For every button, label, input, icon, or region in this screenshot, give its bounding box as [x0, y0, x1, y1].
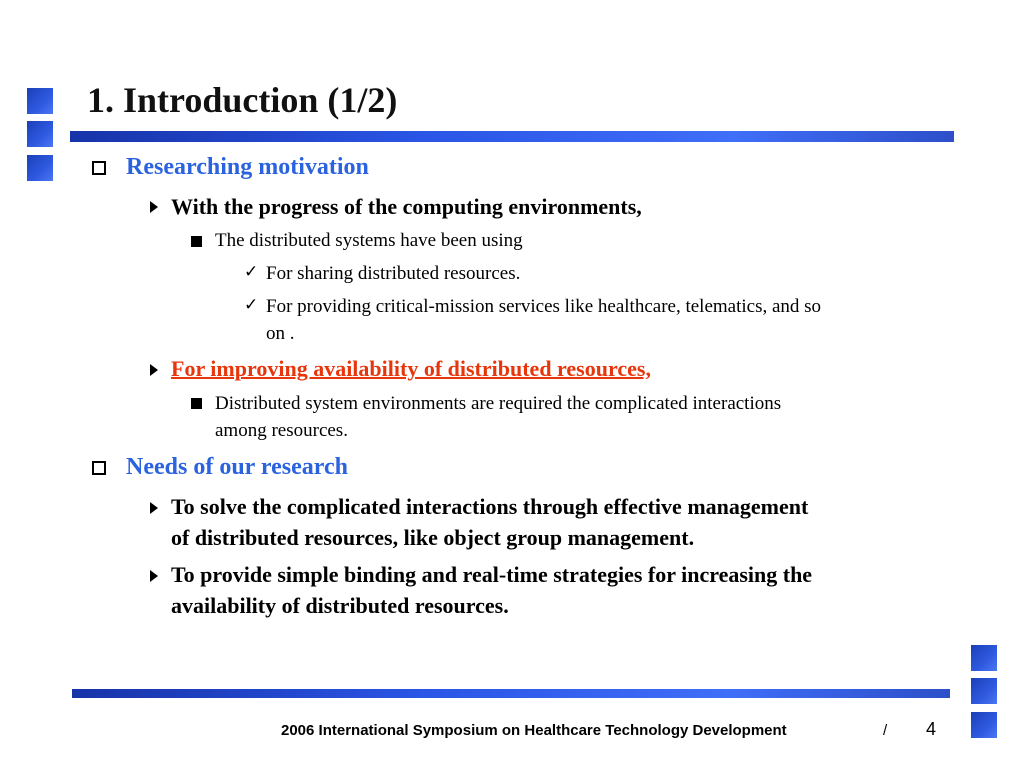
deco-square-bottom-2 [971, 678, 997, 704]
sub-bullet-environments-line2: among resources. [215, 420, 348, 441]
bullet-solve-line2: of distributed resources, like object group management. [171, 525, 695, 550]
checkbox-bullet-icon [92, 461, 106, 475]
arrow-bullet-icon [150, 201, 158, 213]
section-heading-needs: Needs of our research [126, 454, 348, 480]
bullet-solve-line1: To solve the complicated interactions through effective management [171, 494, 809, 519]
deco-square-bottom-1 [971, 645, 997, 671]
check-icon: ✓ [244, 262, 259, 281]
section-heading-motivation: Researching motivation [126, 154, 369, 180]
square-bullet-icon [191, 236, 202, 247]
deco-square-top-3 [27, 155, 53, 181]
bullet-progress: With the progress of the computing environments, [171, 194, 642, 219]
check-icon: ✓ [244, 295, 259, 314]
title-underline-bar [70, 131, 954, 142]
page-number: 4 [926, 719, 937, 739]
deco-square-bottom-3 [971, 712, 997, 738]
check-item-sharing: For sharing distributed resources. [266, 263, 521, 284]
deco-square-top-1 [27, 88, 53, 114]
deco-square-top-2 [27, 121, 53, 147]
arrow-bullet-icon [150, 502, 158, 514]
square-bullet-icon [191, 398, 202, 409]
bullet-binding-line1: To provide simple binding and real-time strategies for increasing the [171, 562, 813, 587]
arrow-bullet-icon [150, 570, 158, 582]
bullet-availability-highlight: For improving availability of distributed resources, [171, 356, 651, 381]
arrow-bullet-icon [150, 364, 158, 376]
sub-bullet-environments-line1: Distributed system environments are required the complicated interactions [215, 393, 782, 414]
sub-bullet-distributed-systems: The distributed systems have been using [215, 230, 523, 251]
footer-bar [72, 689, 950, 698]
checkbox-bullet-icon [92, 161, 106, 175]
check-item-critical-mission-cont: on . [266, 323, 295, 344]
slide-title: 1. Introduction (1/2) [87, 80, 398, 120]
check-item-critical-mission: For providing critical-mission services like healthcare, telematics, and so [266, 296, 822, 317]
bullet-binding-line2: availability of distributed resources. [171, 593, 509, 618]
footer-separator: / [883, 722, 888, 739]
footer-conference: 2006 International Symposium on Healthcare Technology Development [281, 722, 787, 739]
